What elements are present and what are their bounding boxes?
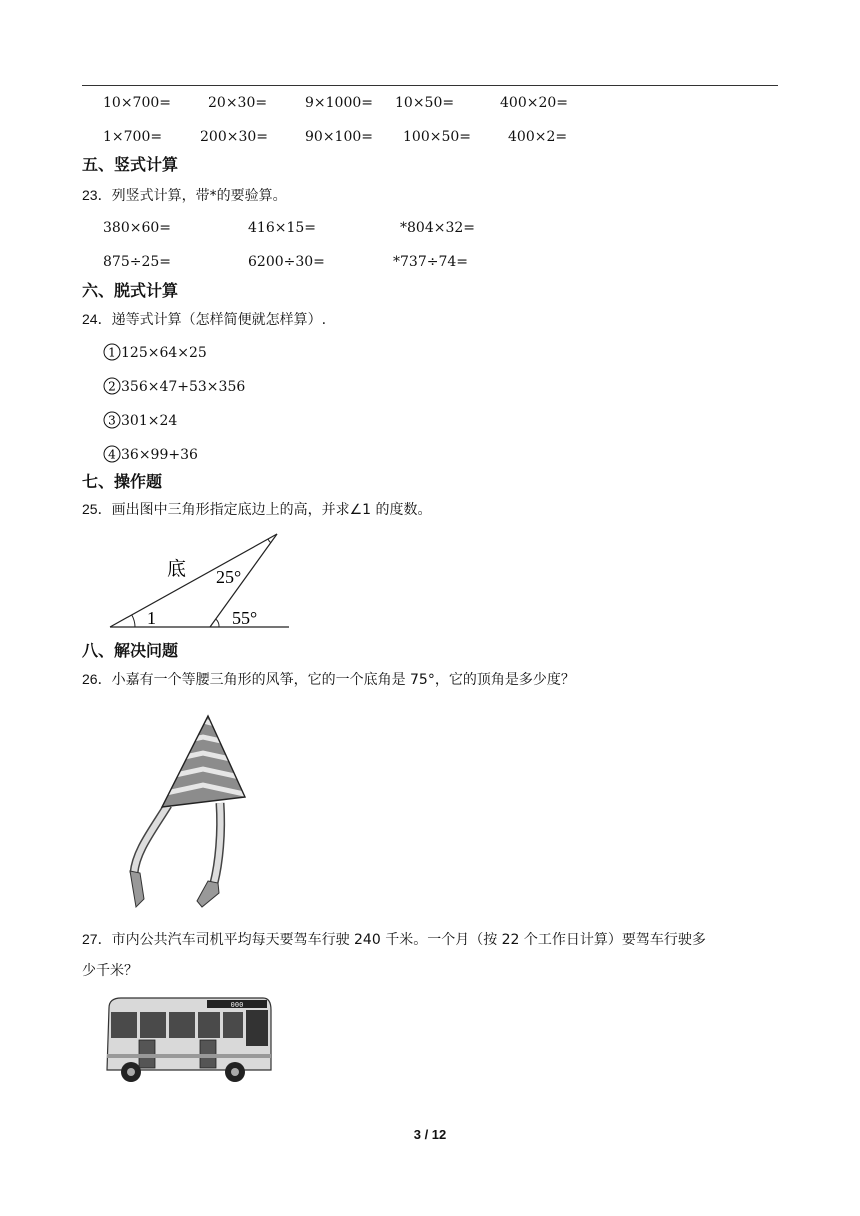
kite-tail-end (197, 881, 219, 907)
question-27 (82, 930, 706, 949)
oral-item: 1×700= (103, 129, 163, 145)
question-text: 递等式计算（怎样简便就怎样算）. (111, 312, 327, 328)
vertical-calc-item: 380×60= (103, 220, 171, 236)
expression-item (103, 377, 245, 396)
question-25 (82, 500, 432, 519)
page-number: 3 / 12 (413, 1127, 447, 1142)
oral-item: 90×100= (305, 129, 373, 145)
question-number: 25． (82, 501, 112, 517)
expression-text: 301×24 (121, 413, 178, 429)
question-26 (82, 670, 575, 689)
triangle-figure (105, 530, 295, 635)
vertical-calc-item: 6200÷30= (248, 254, 325, 270)
kite-illustration (128, 713, 248, 913)
oral-item: 10×700= (103, 95, 171, 111)
angle-arc (216, 619, 219, 627)
header-rule (82, 85, 778, 86)
svg-text:000: 000 (230, 1001, 244, 1009)
oral-item: 9×1000= (305, 95, 373, 111)
bus-windshield (246, 1010, 268, 1046)
question-number: 23． (82, 187, 112, 203)
bus-illustration (103, 994, 273, 1086)
angle-arc (268, 539, 271, 543)
angle-label-top: 25° (216, 567, 242, 587)
question-27-continued: 少千米？ (82, 963, 138, 979)
circled-number-icon (103, 411, 121, 429)
angle-label-1: 1 (147, 608, 156, 628)
question-number: 26． (82, 671, 112, 687)
section-heading: 八、解决问题 (82, 641, 179, 660)
angle-label-bottom: 55° (232, 608, 258, 628)
question-text: 小嘉有一个等腰三角形的风筝，它的一个底角是 75°，它的顶角是多少度？ (111, 672, 575, 688)
svg-text:2: 2 (108, 379, 116, 394)
angle-arc (132, 615, 135, 627)
kite-tail-end (130, 871, 144, 907)
bus-window (169, 1012, 195, 1038)
base-label: 底 (167, 558, 187, 580)
question-text: 画出图中三角形指定底边上的高，并求∠1 的度数。 (111, 502, 432, 518)
vertical-calc-item: 875÷25= (103, 254, 171, 270)
bus-window (111, 1012, 137, 1038)
circled-number-icon (103, 377, 121, 395)
bus-window (223, 1012, 243, 1038)
vertical-calc-item: 416×15= (248, 220, 316, 236)
svg-text:3: 3 (108, 413, 116, 428)
oral-item: 20×30= (208, 95, 268, 111)
question-23 (82, 186, 287, 205)
question-number: 24． (82, 311, 112, 327)
question-text: 列竖式计算，带*的要验算。 (111, 188, 287, 204)
expression-item (103, 411, 177, 430)
circled-number-icon (103, 445, 121, 463)
svg-text:1: 1 (108, 345, 116, 360)
oral-item: 100×50= (403, 129, 471, 145)
vertical-calc-item: *804×32= (400, 220, 475, 236)
section-heading: 五、竖式计算 (82, 155, 179, 174)
oral-item: 400×2= (508, 129, 568, 145)
expression-text: 356×47+53×356 (121, 379, 246, 395)
oral-item: 200×30= (200, 129, 268, 145)
circled-number-icon (103, 343, 121, 361)
svg-text:4: 4 (108, 447, 116, 462)
section-heading: 六、脱式计算 (82, 281, 179, 300)
expression-text: 125×64×25 (121, 345, 207, 361)
oral-item: 400×20= (500, 95, 568, 111)
question-number: 27． (82, 931, 112, 947)
bus-window (198, 1012, 220, 1038)
oral-item: 10×50= (395, 95, 455, 111)
question-text: 市内公共汽车司机平均每天要驾车行驶 240 千米。一个月（按 22 个工作日计算）要驾车行驶多 (111, 932, 706, 948)
question-24 (82, 310, 326, 329)
vertical-calc-item: *737÷74= (393, 254, 468, 270)
expression-text: 36×99+36 (121, 447, 198, 463)
section-heading: 七、操作题 (82, 472, 163, 491)
expression-item (103, 445, 198, 464)
bus-window (140, 1012, 166, 1038)
expression-item (103, 343, 207, 362)
